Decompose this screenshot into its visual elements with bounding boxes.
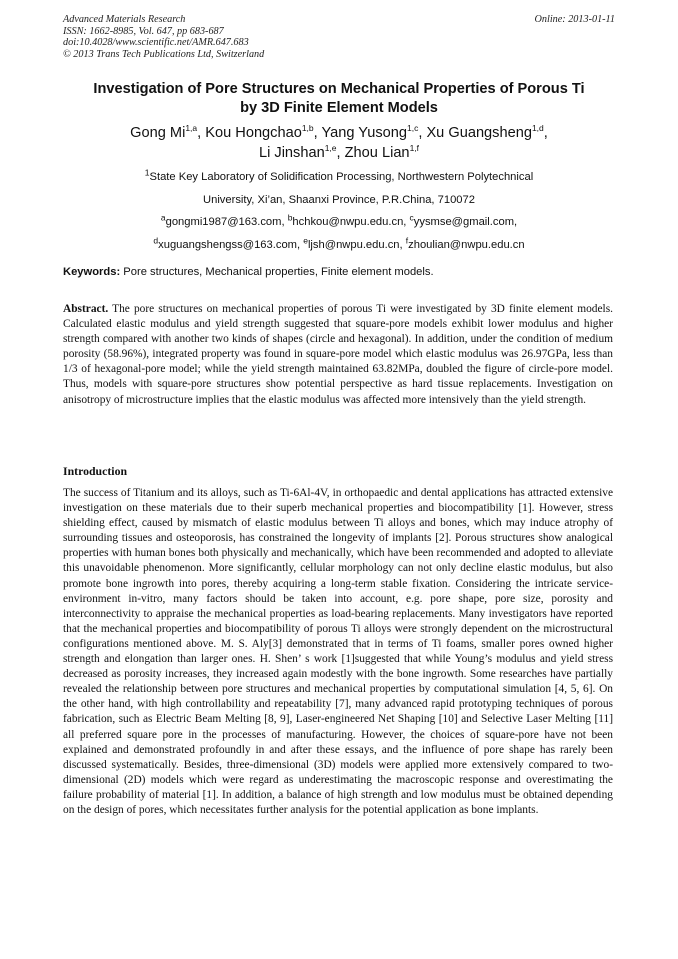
email-line-1: $^a$gongmi1987@163.com, $^b$hchkou@nwpu.edu.cn, $^c$yysmse@gmail.com, xyxy=(160,212,518,228)
online-date: Online: 2013-01-11 xyxy=(534,14,615,25)
title-line-2: by 3D Finite Element Models xyxy=(240,100,438,116)
author-name: Kou Hongchao xyxy=(205,125,302,141)
email: zhoulian@nwpu.edu.cn xyxy=(408,238,525,251)
author-list xyxy=(40,123,638,163)
title-line-1: Investigation of Pore Structures on Mechanical Properties of Porous Ti xyxy=(93,81,585,97)
author-name: Li Jinshan xyxy=(258,145,325,161)
copyright-line: © 2013 Trans Tech Publications Ltd, Switzerland xyxy=(63,48,265,60)
journal-header xyxy=(63,14,615,60)
email: hchkou@nwpu.edu.cn, xyxy=(292,216,410,228)
author-line-2: Li Jinshan$^{1,e}$, Zhou Lian$^{1,f}$ xyxy=(258,143,420,161)
author-sup: 1,a xyxy=(185,123,198,134)
email: xuguangshengss@163.com, xyxy=(158,238,304,251)
author-sup: 1,d xyxy=(531,123,544,134)
affiliation-line-2: University, Xi’an, Shaanxi Province, P.R.China, 710072 xyxy=(203,193,475,206)
journal-name: Advanced Materials Research xyxy=(63,14,186,25)
introduction-body: The success of Titanium and its alloys, such as Ti-6Al-4V, in orthopaedic and dental applications has attracted extensive investigation on these materials due to their superb mechanical properties and biocompatibility [1]. However, stress shielding effect, caused by mismatch of elastic modulus between Ti alloys and bones, which may induce atrophy of surrounding tissues and osteoporosis, has constrained the longevity of implants [2]. Porous structures show analogical properties with human bones both physically and mechanically, which have been recommended and adopted to alleviate this unavoidable phenomenon. More significantly, cellular morphology can not only decline elastic modulus, but also promote bone ingrowth into pores, thereby acquiring a long-term stable fixation. Considering the intricate service-environment in-vitro, many factors should be taken into account, e.g. pore shape, pore size, porosity and interconnectivity to appraise the mechanical properties as load-bearing replacements. Many investigators have reported that the mechanical properties and biocompatibility of porous Ti alloys were strongly dependent on the microstructural configurations mentioned above. M. S. Aly[3] demonstrated that in terms of Ti foams, smaller pores owned higher strength and elongation than larger ones. H. Shen’ s work [1]suggested that while Young’s modulus and yield stress decreased as porosity increases, they increased again modestly with the bone ingrowth. Some researches have partially revealed the relationship between pore structures and mechanical properties by computational simulation [4, 5, 6]. On the other hand, with high controllability and repeatability [7], many advanced rapid prototyping techniques of porous fabrication, such as Electric Beam Melting [8, 9], Laser-engineered Net Shaping [10] and Selective Laser Melting [11] all preferred square pore in the processes of manufacturing. However, the choices of square-pore have not been explained and demonstrated profoundly in and after these essays, and the influence of pore shape has rarely been discussed systematically. Besides, three-dimensional (3D) models were applied more extensively compared to two-dimensional (2D) models which were regard as underestimating the macroscopic response and overestimating the failure probability of material [1]. In addition, a balance of high strength and low modulus must be obtained depending on the design of pores, which necessitates further analysis for the potential application as bone implants. xyxy=(63,487,613,816)
author-name: Gong Mi xyxy=(130,125,186,141)
author-name: Zhou Lian xyxy=(344,145,410,161)
email-line-2: $^d$xuguangshengss@163.com, $^e$ljsh@nwpu.edu.cn, $^f$zhoulian@nwpu.edu.cn xyxy=(153,234,525,251)
email: ljsh@nwpu.edu.cn, xyxy=(307,238,406,251)
email: gongmi1987@163.com, xyxy=(165,216,288,228)
abstract-text: The pore structures on mechanical properties of porous Ti were investigated by 3D finite element models. Calculated elastic modulus and yield strength suggested that square-pore models exhibit lower modulus and higher strength compared with another two kinds of shapes (circle and hexagonal). In addition, under the condition of medium porosity (58.96%), integrated property was found in square-pore model which elastic modulus was 26.97GPa, less than 1/3 of hexagonal-pore model; while the yield strength maintained 63.82MPa, doubled the figure of circle-pore model. Thus, models with square-pore structures show potential perspective as hard tissue replacements. Investigation on anisotropy of microstructure implies that the elastic modulus was affected more intensively than the yield strength. xyxy=(63,303,613,406)
author-sup: 1,f xyxy=(409,143,420,154)
paper-title xyxy=(40,80,638,118)
author-name: Xu Guangsheng xyxy=(426,125,532,141)
keywords-label: Keywords: xyxy=(63,266,121,278)
author-sup: 1,b xyxy=(301,123,314,134)
email: yysmse@gmail.com, xyxy=(413,216,518,228)
introduction-heading: Introduction xyxy=(63,464,128,478)
author-sup: 1,e xyxy=(324,143,337,154)
author-name: Yang Yusong xyxy=(321,125,407,141)
author-sup: 1,c xyxy=(407,123,419,134)
issn-line: ISSN: 1662-8985, Vol. 647, pp 683-687 xyxy=(63,25,224,37)
affiliation-line-1: $^1$State Key Laboratory of Solidification Processing, Northwestern Polytechnical xyxy=(144,167,534,183)
author-line-1: Gong Mi$^{1,a}$, Kou Hongchao$^{1,b}$, Yang Yusong$^{1,c}$, Xu Guangsheng$^{1,d}$, xyxy=(130,123,548,141)
abstract xyxy=(63,302,613,408)
abstract-label: Abstract. xyxy=(63,303,109,315)
keywords xyxy=(63,265,623,279)
doi-line: doi:10.4028/www.scientific.net/AMR.647.683 xyxy=(63,37,249,49)
affiliations xyxy=(40,166,638,256)
keywords-text: Pore structures, Mechanical properties, Finite element models. xyxy=(120,266,434,278)
